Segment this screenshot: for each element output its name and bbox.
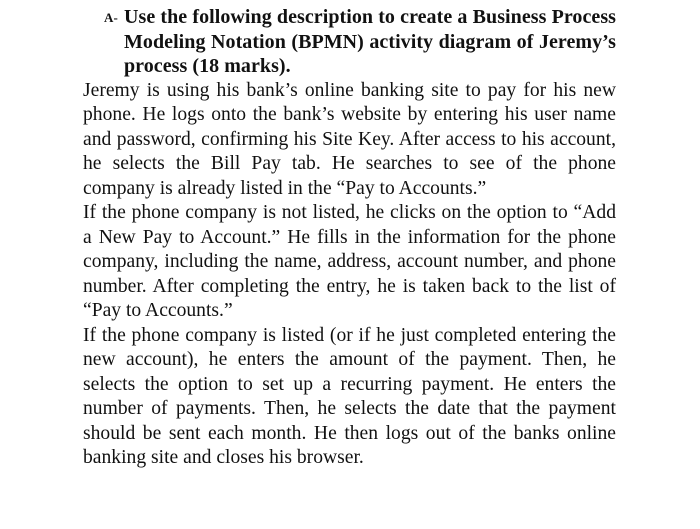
question-marker: A- <box>104 10 118 25</box>
paragraph-login: Jeremy is using his bank’s online banking site to pay for his new phone. He logs onto the bank’s website by entering his user name and password, confirming his Site Key. After access to his account, he selects the Bill Pay tab. He searches to see of the phone company is already listed in the “Pay to Accounts.” <box>83 79 616 199</box>
paragraph-add-account: If the phone company is not listed, he clicks on the option to “Add a New Pay to Account.” He fills in the information for the phone company, including the name, address, account number, and phone number. After completing the entry, he is taken back to the list of “Pay to Accounts.” <box>83 202 616 321</box>
document-body <box>83 5 616 471</box>
question-heading <box>83 5 616 79</box>
paragraph-payment: If the phone company is listed (or if he just completed entering the new account), he enters the amount of the payment. Then, he selects the option to set up a recurring payment. He enters the number of payments. Then, he selects the date that the payment should be sent each month. He then logs out of the banks online banking site and closes his browser. <box>83 324 616 468</box>
question-title: Use the following description to create a Business Process Modeling Notation (BPMN) activity diagram of Jeremy’s process (18 marks). <box>124 6 616 77</box>
